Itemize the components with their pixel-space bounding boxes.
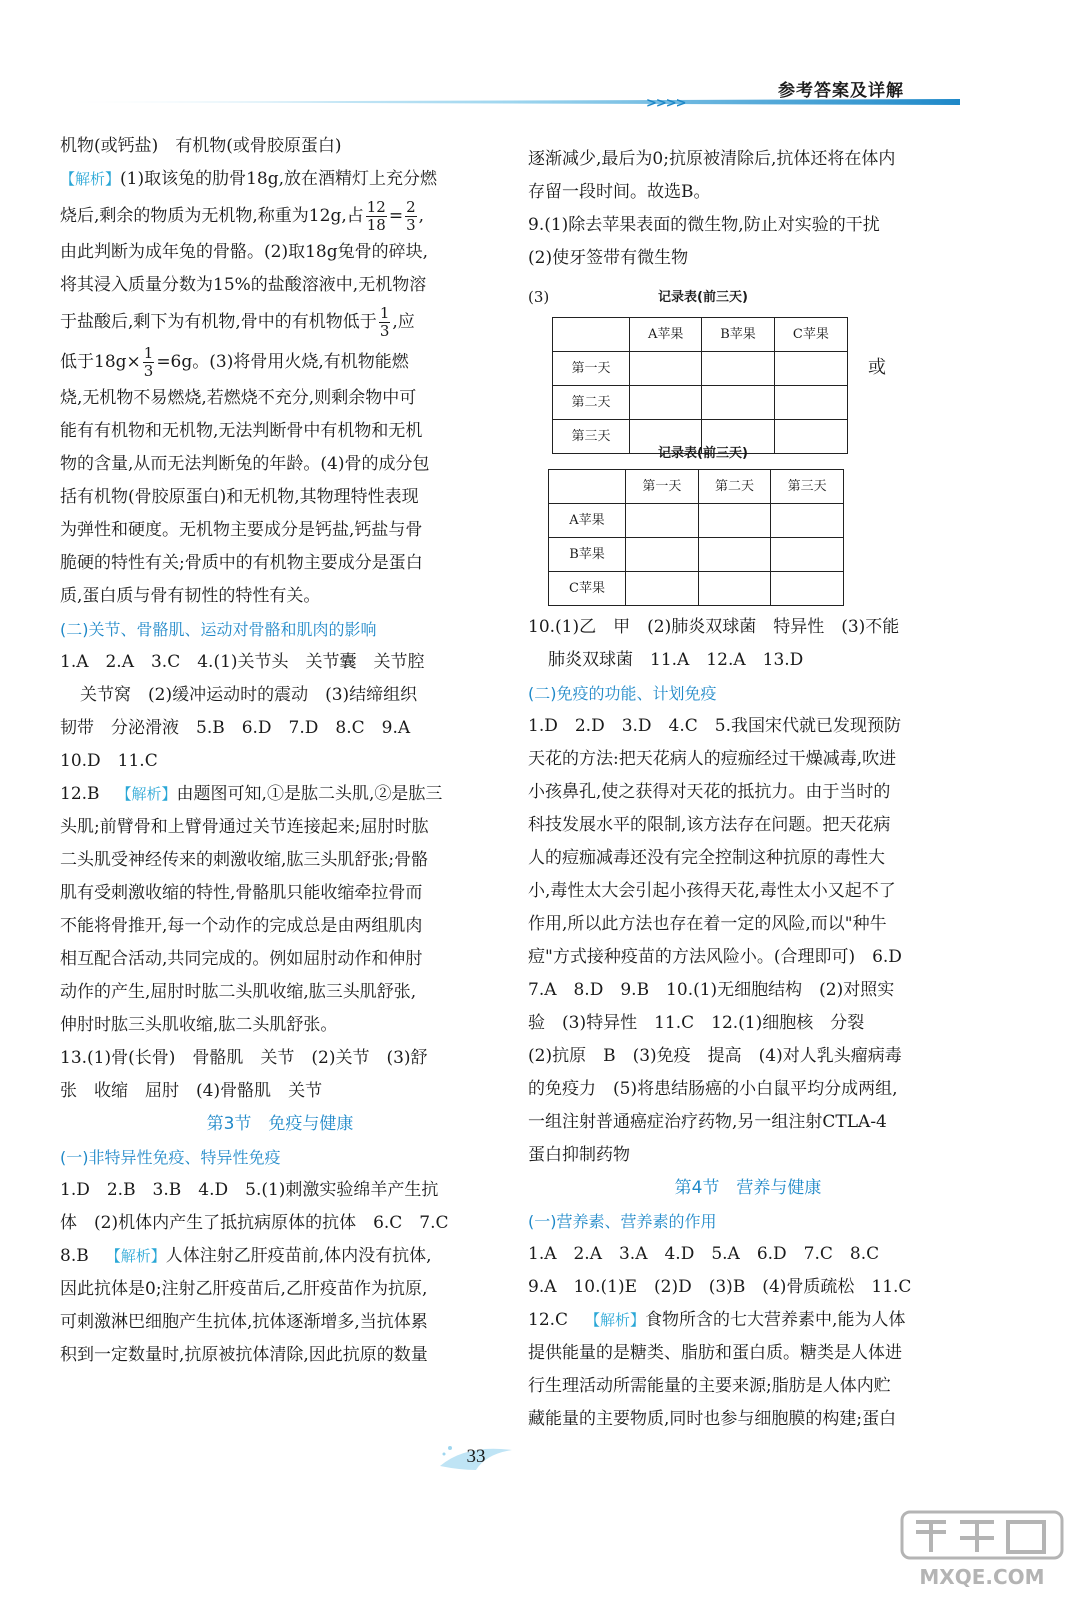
text-line: 小孩鼻孔,使之获得对天花的抵抗力。由于当时的 (528, 782, 891, 802)
record-tables (528, 275, 968, 605)
table-cell (553, 318, 630, 352)
text-line: 机物(或钙盐) 有机物(或骨胶原蛋白) (60, 136, 342, 156)
record-table-1 (552, 317, 848, 454)
answer-line: 关节窝 (2)缓冲运动时的震动 (3)结缔组织 (80, 685, 418, 705)
text-line: 的免疫力 (5)将患结肠癌的小白鼠平均分成两组, (528, 1079, 898, 1099)
analysis-tag: 【解析】 (60, 170, 121, 188)
answer-line: (2)使牙签带有微生物 (528, 248, 689, 268)
text-line: 脆硬的特性有关;骨质中的有机物主要成分是蛋白 (60, 553, 423, 573)
section-title: 第4节 营养与健康 (674, 1178, 822, 1198)
fraction: $\frac{12}{18}$ (366, 198, 386, 234)
text-line: 可刺激淋巴细胞产生抗体,抗体逐渐增多,当抗体累 (60, 1312, 428, 1332)
section-title: 第3节 免疫与健康 (206, 1114, 354, 1134)
answer-line: 8.B 【解析】人体注射乙肝疫苗前,体内没有抗体, (60, 1240, 500, 1273)
watermark (896, 1508, 1068, 1592)
table-caption: 记录表(前三天) (658, 290, 748, 305)
text-line: 低于18g× $\frac{1}{3}$ =6g。(3)将骨用火烧,有机物能燃 (60, 344, 409, 380)
text-line: 藏能量的主要物质,同时也参与细胞膜的构建;蛋白 (528, 1409, 897, 1429)
answer-line: 肺炎双球菌 11.A 12.A 13.D (548, 650, 804, 670)
table-cell: 第三天 (553, 420, 630, 454)
text-line: 烧,无机物不易燃烧,若燃烧不充分,则剩余物中可 (60, 388, 417, 408)
text-line: 一组注射普通癌症治疗药物,另一组注射CTLA-4 (528, 1112, 887, 1132)
analysis-tag: 【解析】 (585, 1311, 646, 1329)
text-line: 于盐酸后,剩下为有机物,骨中的有机物低于 $\frac{1}{3}$ ,应 (60, 304, 415, 340)
watermark-logo-icon (896, 1508, 1068, 1592)
text-line: 【解析】(1)取该兔的肋骨18g,放在酒精灯上充分燃 (60, 163, 500, 196)
section-heading: (二)免疫的功能、计划免疫 (528, 684, 717, 703)
left-column (60, 130, 500, 1372)
text-line: 逐渐减少,最后为0;抗原被清除后,抗体还将在体内 (528, 149, 896, 169)
text-line: 小,毒性太大会引起小孩得天花,毒性太小又起不了 (528, 881, 896, 901)
text-line: 痘"方式接种疫苗的方法风险小。(合理即可) 6.D (528, 947, 902, 967)
text-line: 蛋白抑制药物 (528, 1145, 630, 1165)
answer-line: 10.(1)乙 甲 (2)肺炎双球菌 特异性 (3)不能 (528, 617, 900, 637)
answer-line: 韧带 分泌滑液 5.B 6.D 7.D 8.C 9.A (60, 718, 411, 738)
table-row (549, 572, 844, 606)
text-line: 作用,所以此方法也存在着一定的风险,而以"种牛 (528, 914, 887, 934)
or-label: 或 (868, 357, 886, 378)
text-line: 存留一段时间。故选B。 (528, 182, 711, 202)
text-line: 动作的产生,屈肘时肱二头肌收缩,肱三头肌舒张, (60, 982, 417, 1002)
answer-line: 10.D 11.C (60, 751, 158, 771)
text-line: 括有机物(骨胶原蛋白)和无机物,其物理特性表现 (60, 487, 419, 507)
text-line: 肌有受刺激收缩的特性,骨骼肌只能收缩牵拉骨而 (60, 883, 423, 903)
answer-line: (2)抗原 B (3)免疫 提高 (4)对人乳头瘤病毒 (528, 1046, 902, 1066)
table-row (553, 352, 848, 386)
right-column (528, 143, 968, 1436)
record-table-2 (548, 469, 844, 606)
text-line: 头肌;前臂骨和上臂骨通过关节连接起来;屈肘时肱 (60, 817, 429, 837)
answer-line: 1.D 2.D 3.D 4.C 5.我国宋代就已发现预防 (528, 716, 901, 736)
answer-line: 张 收缩 屈肘 (4)骨骼肌 关节 (60, 1081, 323, 1101)
header-title: 参考答案及详解 (778, 81, 904, 101)
page-number-text: 33 (466, 1446, 486, 1467)
table-row (549, 538, 844, 572)
table-cell: 第一天 (553, 352, 630, 386)
table-cell (549, 470, 626, 504)
text-line: 天花的方法:把天花病人的痘痂经过干燥减毒,吹进 (528, 749, 897, 769)
text-line: 伸肘时肱三头肌收缩,肱二头肌舒张。 (60, 1015, 338, 1035)
answer-line: 1.D 2.B 3.B 4.D 5.(1)刺激实验绵羊产生抗 (60, 1180, 439, 1200)
header-arrows: >>>> (646, 96, 686, 111)
analysis-tag: 【解析】 (105, 1247, 166, 1265)
text-line: 为弹性和硬度。无机物主要成分是钙盐,钙盐与骨 (60, 520, 423, 540)
answer-line: 7.A 8.D 9.B 10.(1)无细胞结构 (2)对照实 (528, 980, 895, 1000)
fraction: $\frac{1}{3}$ (143, 344, 154, 380)
answer-line: 13.(1)骨(长骨) 骨骼肌 关节 (2)关节 (3)舒 (60, 1048, 428, 1068)
text-line: 由此判断为成年兔的骨骼。(2)取18g兔骨的碎块, (60, 242, 428, 262)
table-row (549, 504, 844, 538)
text-line: 提供能量的是糖类、脂肪和蛋白质。糖类是人体进 (528, 1343, 902, 1363)
answer-line: 1.A 2.A 3.C 4.(1)关节头 关节囊 关节腔 (60, 652, 425, 672)
answer-line: 12.C 【解析】食物所含的七大营养素中,能为人体 (528, 1304, 968, 1337)
section-heading: (一)营养素、营养素的作用 (528, 1212, 717, 1231)
answer-line: 1.A 2.A 3.A 4.D 5.A 6.D 7.C 8.C (528, 1244, 880, 1264)
page-number (436, 1440, 516, 1474)
table-cell: 第二天 (553, 386, 630, 420)
text-line: 二头肌受神经传来的刺激收缩,肱三头肌舒张;骨骼 (60, 850, 429, 870)
text-line: 科技发展水平的限制,该方法存在问题。把天花病 (528, 815, 891, 835)
text-line: 积到一定数量时,抗原被抗体清除,因此抗原的数量 (60, 1345, 428, 1365)
section-heading: (二)关节、骨骼肌、运动对骨骼和肌肉的影响 (60, 620, 377, 639)
text-line: 相互配合活动,共同完成的。例如屈肘动作和伸肘 (60, 949, 423, 969)
text-line: 烧后,剩余的物质为无机物,称重为12g,占 $\frac{12}{18}$ = $\frac{2}{3}$ , (60, 198, 425, 234)
table-cell: 第二天 (698, 470, 771, 504)
table-cell: C苹果 (549, 572, 626, 606)
section-heading: (一)非特异性免疫、特异性免疫 (60, 1148, 281, 1167)
text-line: 行生理活动所需能量的主要来源;脂肪是人体内贮 (528, 1376, 891, 1396)
text-line: 能有有机物和无机物,无法判断骨中有机物和无机 (60, 421, 423, 441)
watermark-text: MXQE.COM (919, 1565, 1045, 1589)
table-cell: C苹果 (774, 318, 847, 352)
table-cell: B苹果 (702, 318, 775, 352)
text-line: 因此抗体是0;注射乙肝疫苗后,乙肝疫苗作为抗原, (60, 1279, 428, 1299)
answer-line: 12.B 【解析】由题图可知,①是肱二头肌,②是肱三 (60, 778, 500, 811)
answer-line: 体 (2)机体内产生了抵抗病原体的抗体 6.C 7.C (60, 1213, 449, 1233)
text-line: 将其浸入质量分数为15%的盐酸溶液中,无机物溶 (60, 275, 427, 295)
table-row (553, 386, 848, 420)
table-caption: 记录表(前三天) (658, 446, 748, 461)
text-line: 物的含量,从而无法判断兔的年龄。(4)骨的成分包 (60, 454, 430, 474)
table-cell: A苹果 (630, 318, 702, 352)
answer-line: 9.(1)除去苹果表面的微生物,防止对实验的干扰 (528, 215, 880, 235)
fraction: $\frac{2}{3}$ (406, 198, 416, 234)
text-line: 不能将骨推开,每一个动作的完成总是由两组肌肉 (60, 916, 423, 936)
table-cell: 第一天 (626, 470, 699, 504)
text-line: 质,蛋白质与骨有韧性的特性有关。 (60, 586, 321, 606)
table-cell: 第三天 (771, 470, 844, 504)
table-row (553, 318, 848, 352)
table-cell: A苹果 (549, 504, 626, 538)
answer-line: 验 (3)特异性 11.C 12.(1)细胞核 分裂 (528, 1013, 865, 1033)
fraction: $\frac{1}{3}$ (379, 304, 390, 340)
analysis-tag: 【解析】 (116, 785, 177, 803)
sub-question-label: (3) (528, 288, 550, 306)
answer-line: 9.A 10.(1)E (2)D (3)B (4)骨质疏松 11.C (528, 1277, 912, 1297)
table-row (549, 470, 844, 504)
text-line: 人的痘痂减毒还没有完全控制这种抗原的毒性大 (528, 848, 885, 868)
table-cell: B苹果 (549, 538, 626, 572)
